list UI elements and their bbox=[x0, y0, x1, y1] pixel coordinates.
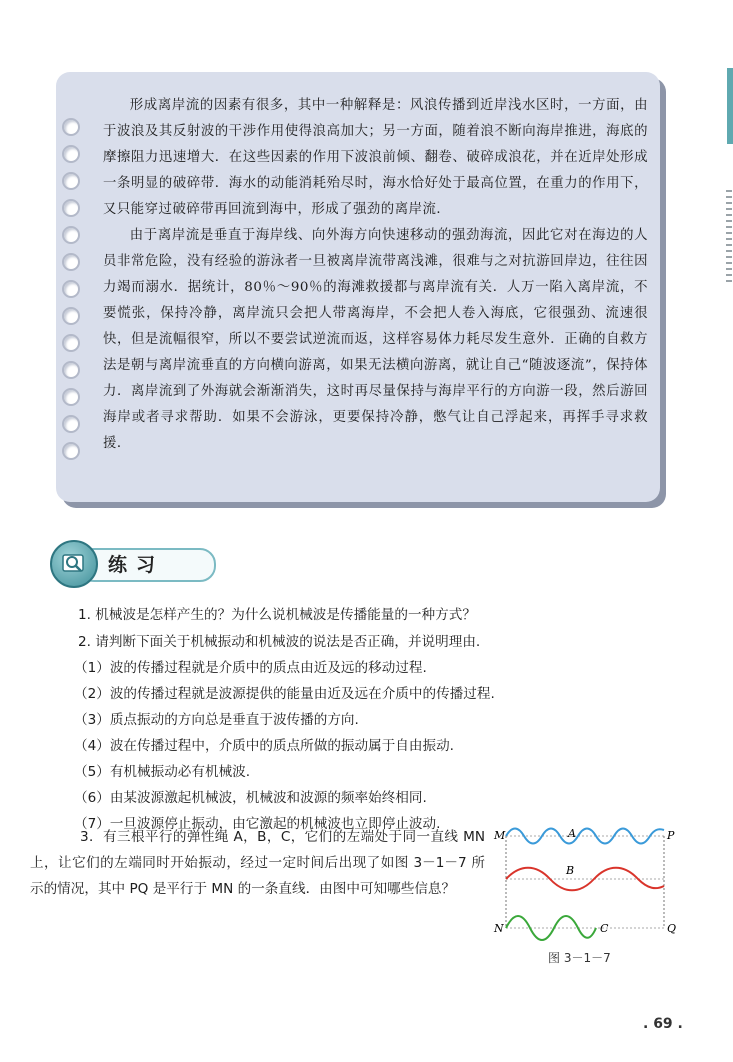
ring-icon bbox=[62, 388, 80, 406]
wave-figure bbox=[492, 824, 682, 964]
question-3-text: 3．有三根平行的弹性绳 A，B，C，它们的左端处于同一直线 MN 上，让它们的左端同时开始振动，经过一定时间后出现了如图 3－1－7 所示的情况，其中 PQ 是平行于 MN 的一条直线．由图中可知哪些信息？ bbox=[30, 829, 485, 897]
notebook-rings bbox=[62, 118, 86, 448]
ring-icon bbox=[62, 415, 80, 433]
figure-caption: 图 3－1－7 bbox=[548, 951, 611, 965]
exercise-item: （5）有机械振动必有机械波. bbox=[74, 764, 251, 780]
practice-title: 练习 bbox=[108, 554, 165, 576]
label-q: Q bbox=[667, 922, 677, 935]
edge-marks bbox=[726, 190, 733, 286]
exercise-item: （4）波在传播过程中，介质中的质点所做的振动属于自由振动. bbox=[74, 738, 454, 754]
label-a: A bbox=[568, 827, 576, 840]
exercise-item: （7）一旦波源停止振动，由它激起的机械波也立即停止波动. bbox=[74, 816, 441, 832]
label-b: B bbox=[566, 864, 575, 877]
ring-icon bbox=[62, 226, 80, 244]
exercise-item: （3）质点振动的方向总是垂直于波传播的方向. bbox=[74, 712, 359, 728]
label-c: C bbox=[600, 922, 609, 935]
practice-badge bbox=[50, 540, 98, 588]
ring-icon bbox=[62, 145, 80, 163]
page-number: . 69 . bbox=[643, 1016, 683, 1032]
exercise-item: 2. 请判断下面关于机械振动和机械波的说法是否正确，并说明理由. bbox=[78, 634, 481, 650]
exercise-item: （6）由某波源激起机械波，机械波和波源的频率始终相同. bbox=[74, 790, 427, 806]
reading-paragraph-1: 形成离岸流的因素有很多，其中一种解释是：风浪传播到近岸浅水区时，一方面，由于波浪及其反射波的干涉作用使得浪高加大；另一方面，随着浪不断向海岸推进，海底的摩擦阻力迅速增大．在这些因素的作用下波浪前倾、翻卷、破碎成浪花，并在近岸处形成一条明显的破碎带．海水的动能消耗殆尽时，海水恰好处于最高位置，在重力的作用下，又只能穿过破碎带再回流到海中，形成了强劲的离岸流． bbox=[103, 98, 648, 217]
exercise-item: （1）波的传播过程就是介质中的质点由近及远的移动过程. bbox=[74, 660, 427, 676]
label-m: M bbox=[494, 829, 506, 842]
wave-diagram bbox=[492, 824, 682, 944]
ring-icon bbox=[62, 172, 80, 190]
label-p: P bbox=[667, 829, 675, 842]
practice-header bbox=[50, 540, 170, 586]
ring-icon bbox=[62, 118, 80, 136]
question-3 bbox=[30, 824, 485, 902]
ring-icon bbox=[62, 334, 80, 352]
ring-icon bbox=[62, 442, 80, 460]
reading-text bbox=[103, 93, 648, 457]
wave-b bbox=[506, 868, 664, 891]
magnifier-book-icon bbox=[60, 550, 88, 578]
ring-icon bbox=[62, 361, 80, 379]
exercise-item: 1. 机械波是怎样产生的？为什么说机械波是传播能量的一种方式？ bbox=[78, 607, 476, 623]
ring-icon bbox=[62, 307, 80, 325]
ring-icon bbox=[62, 280, 80, 298]
ring-icon bbox=[62, 199, 80, 217]
reading-paragraph-2: 由于离岸流是垂直于海岸线、向外海方向快速移动的强劲海流，因此它对在海边的人员非常危险，没有经验的游泳者一旦被离岸流带离浅滩，很难与之对抗游回岸边，往往因力竭而溺水．据统计，80％～90％的海滩救援都与离岸流有关．人万一陷入离岸流，不要慌张，保持冷静，离岸流只会把人带离海岸，不会把人卷入海底，它很强劲、流速很快，但是流幅很窄，所以不要尝试逆流而返，这样容易体力耗尽发生意外．正确的自救方法是朝与离岸流垂直的方向横向游离，如果无法横向游离，就让自己“随波逐流”，保持体力．离岸流到了外海就会渐渐消失，这时再尽量保持与海岸平行的方向游一段，然后游回海岸或者寻求帮助．如果不会游泳，更要保持冷静，憋气让自己浮起来，再挥手寻求救援． bbox=[103, 228, 648, 451]
chapter-edge-tab bbox=[727, 68, 733, 144]
ring-icon bbox=[62, 253, 80, 271]
wave-a bbox=[506, 829, 664, 844]
exercise-item: （2）波的传播过程就是波源提供的能量由近及远在介质中的传播过程. bbox=[74, 686, 495, 702]
label-n: N bbox=[494, 922, 504, 935]
